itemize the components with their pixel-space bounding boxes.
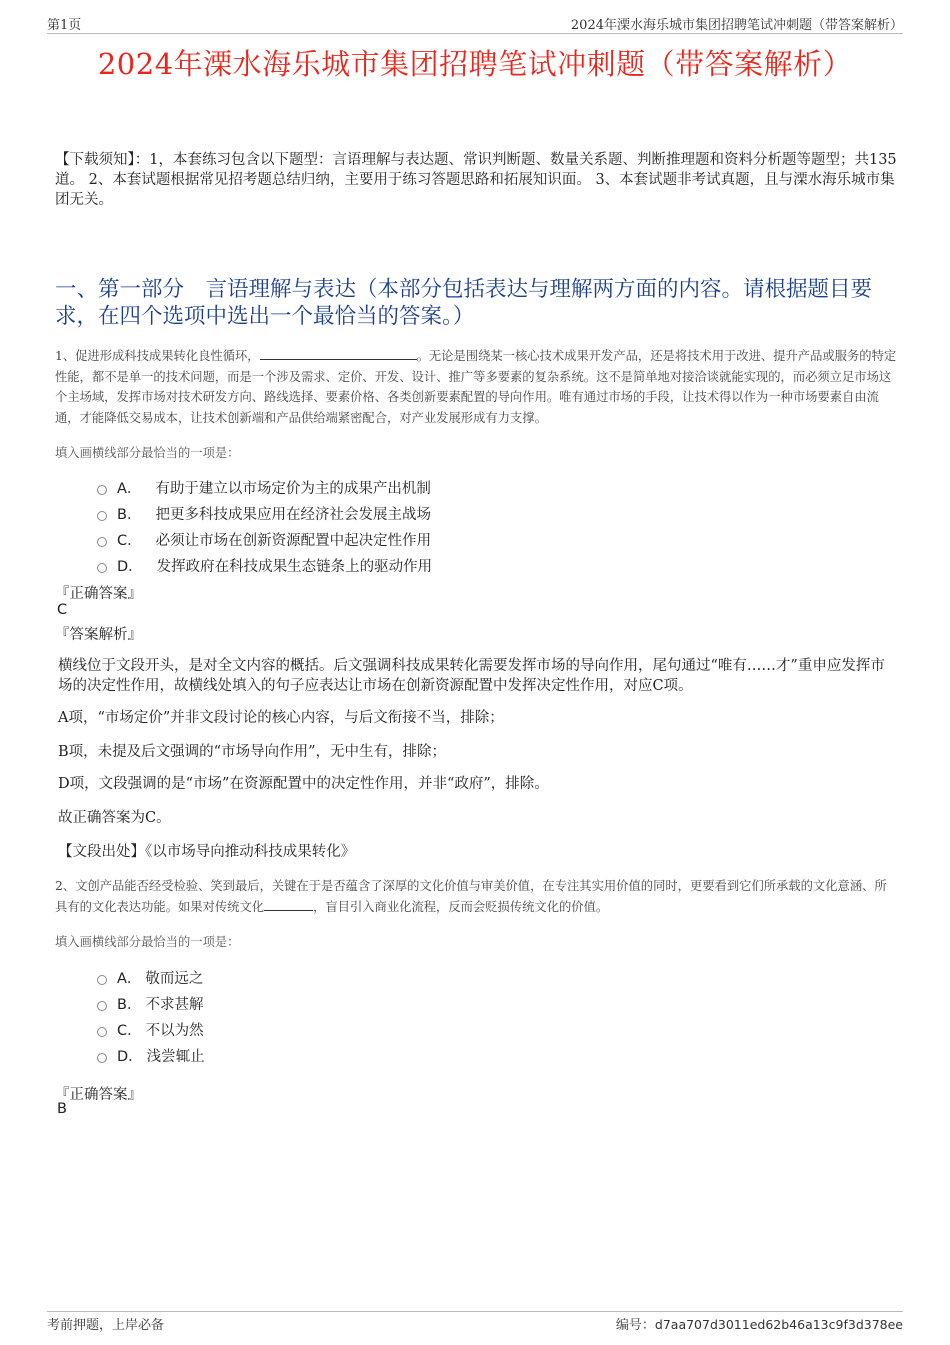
source-citation: 【文段出处】《以市场导向推动科技成果转化》 [58,844,356,860]
question-2-answer: B [57,1101,67,1117]
analysis-paragraph: B项，未提及后文强调的“市场导向作用”，无中生有，排除； [58,744,446,760]
question-2-option-a[interactable] [97,967,203,988]
option-letter: D． [117,559,143,575]
question-1-option-b[interactable] [97,503,431,524]
question-1-answer-label: 『正确答案』 [55,586,142,602]
doc-code-label: 编号： [615,1318,655,1333]
option-text: 必须让市场在创新资源配置中起决定性作用 [155,533,432,549]
radio-icon[interactable] [97,485,107,495]
radio-icon[interactable] [97,563,107,573]
question-2-option-c[interactable] [97,1019,204,1040]
option-letter: A． [117,481,142,497]
question-1-text-after: 。无论是围绕某一核心技术成果开发产品，还是将技术用于改进、提升产品或服务的特定性能，都不是单一的技术问题，而是一个涉及需求、定价、开发、设计、推广等多要素的复杂系统。这不是简单地对接洽谈就能实现的，而必须立足市场这个主场域，发挥市场对技术研发方向、路线选择、要素价格、各类创新要素配置的导向作用。唯有通过市场的手段，让技术得以作为一种市场要素自由流通，才能降低交易成本，让技术创新端和产品供给端紧密配合，对产业发展形成有力支撑。 [55,349,897,425]
analysis-paragraph: D项，文段强调的是“市场”在资源配置中的决定性作用，并非“政府”，排除。 [58,776,549,792]
option-text: 发挥政府在科技成果生态链条上的驱动作用 [156,559,433,575]
option-text: 把更多科技成果应用在经济社会发展主战场 [155,507,431,523]
question-1-option-c[interactable] [97,529,431,550]
radio-icon[interactable] [97,537,107,547]
page-title: 2024年溧水海乐城市集团招聘笔试冲刺题（带答案解析） [97,47,853,81]
option-letter: B． [117,507,142,523]
analysis-paragraph: A项，“市场定价”并非文段讨论的核心内容，与后文衔接不当，排除； [58,710,504,726]
option-text: 浅尝辄止 [146,1049,205,1065]
question-1-text-before: 1、促进形成科技成果转化良性循环， [55,349,260,363]
radio-icon[interactable] [97,1053,107,1063]
question-2-blank [264,898,313,911]
question-1-analysis-label: 『答案解析』 [55,627,142,643]
doc-code: d7aa707d3011ed62b46a13c9f3d378ee [654,1317,903,1332]
question-2-answer-label: 『正确答案』 [55,1087,142,1103]
page-number: 第1页 [47,18,82,33]
question-1-answer: C [57,602,68,618]
option-text: 敬而远之 [145,971,204,987]
option-letter: C． [117,533,142,549]
question-2-option-d[interactable] [97,1045,205,1066]
question-2-text [55,876,898,917]
option-text: 不以为然 [145,1023,204,1039]
analysis-paragraph: 故正确答案为C。 [58,810,171,826]
question-1-blank [260,347,417,360]
option-letter: D． [117,1049,143,1065]
question-2-text-before: 2、文创产品能否经受检验、笑到最后，关键在于是否蕴含了深厚的文化价值与审美价值，在专注其实用价值的同时，更要看到它们所承载的文化意涵、所具有的文化表达功能。如果对传统文化 [55,879,887,914]
footer-divider [47,1311,903,1312]
radio-icon[interactable] [97,511,107,521]
question-1-option-d[interactable] [97,555,432,576]
footer-doc-code [616,1314,903,1333]
radio-icon[interactable] [97,975,107,985]
footer-slogan: 考前押题，上岸必备 [47,1318,165,1333]
section-heading: 一、第一部分 言语理解与表达（本部分包括表达与理解两方面的内容。请根据题目要求，在四个选项中选出一个最恰当的答案。） [55,277,873,329]
option-letter: A． [117,971,142,987]
question-1-text [55,346,898,428]
option-letter: C． [117,1023,142,1039]
option-letter: B． [117,997,142,1013]
header-divider [47,33,903,34]
option-text: 不求甚解 [145,997,204,1013]
question-2-option-b[interactable] [97,993,203,1014]
analysis-paragraph: 横线位于文段开头，是对全文内容的概括。后文强调科技成果转化需要发挥市场的导向作用，尾句通过“唯有……才”重申应发挥市场的决定性作用，故横线处填入的句子应表达让市场在创新资源配置中发挥决定性作用，对应C项。 [58,658,885,694]
question-1-prompt: 填入画横线部分最恰当的一项是： [55,446,240,460]
question-2-prompt: 填入画横线部分最恰当的一项是： [55,935,240,949]
running-header-title: 2024年溧水海乐城市集团招聘笔试冲刺题（带答案解析） [570,18,903,33]
option-text: 有助于建立以市场定价为主的成果产出机制 [155,481,431,497]
radio-icon[interactable] [97,1027,107,1037]
download-notice: 【下载须知】：1，本套练习包含以下题型：言语理解与表达题、常识判断题、数量关系题、判断推理题和资料分析题等题型；共135道。 2、本套试题根据常见招考题总结归纳，主要用于练习答题思路和拓展知识面。 3、本套试题非考试真题，且与溧水海乐城市集团无关。 [55,152,897,208]
question-2-text-after: ，盲目引入商业化流程，反而会贬损传统文化的价值。 [313,899,609,914]
radio-icon[interactable] [97,1001,107,1011]
question-1-option-a[interactable] [97,477,431,498]
